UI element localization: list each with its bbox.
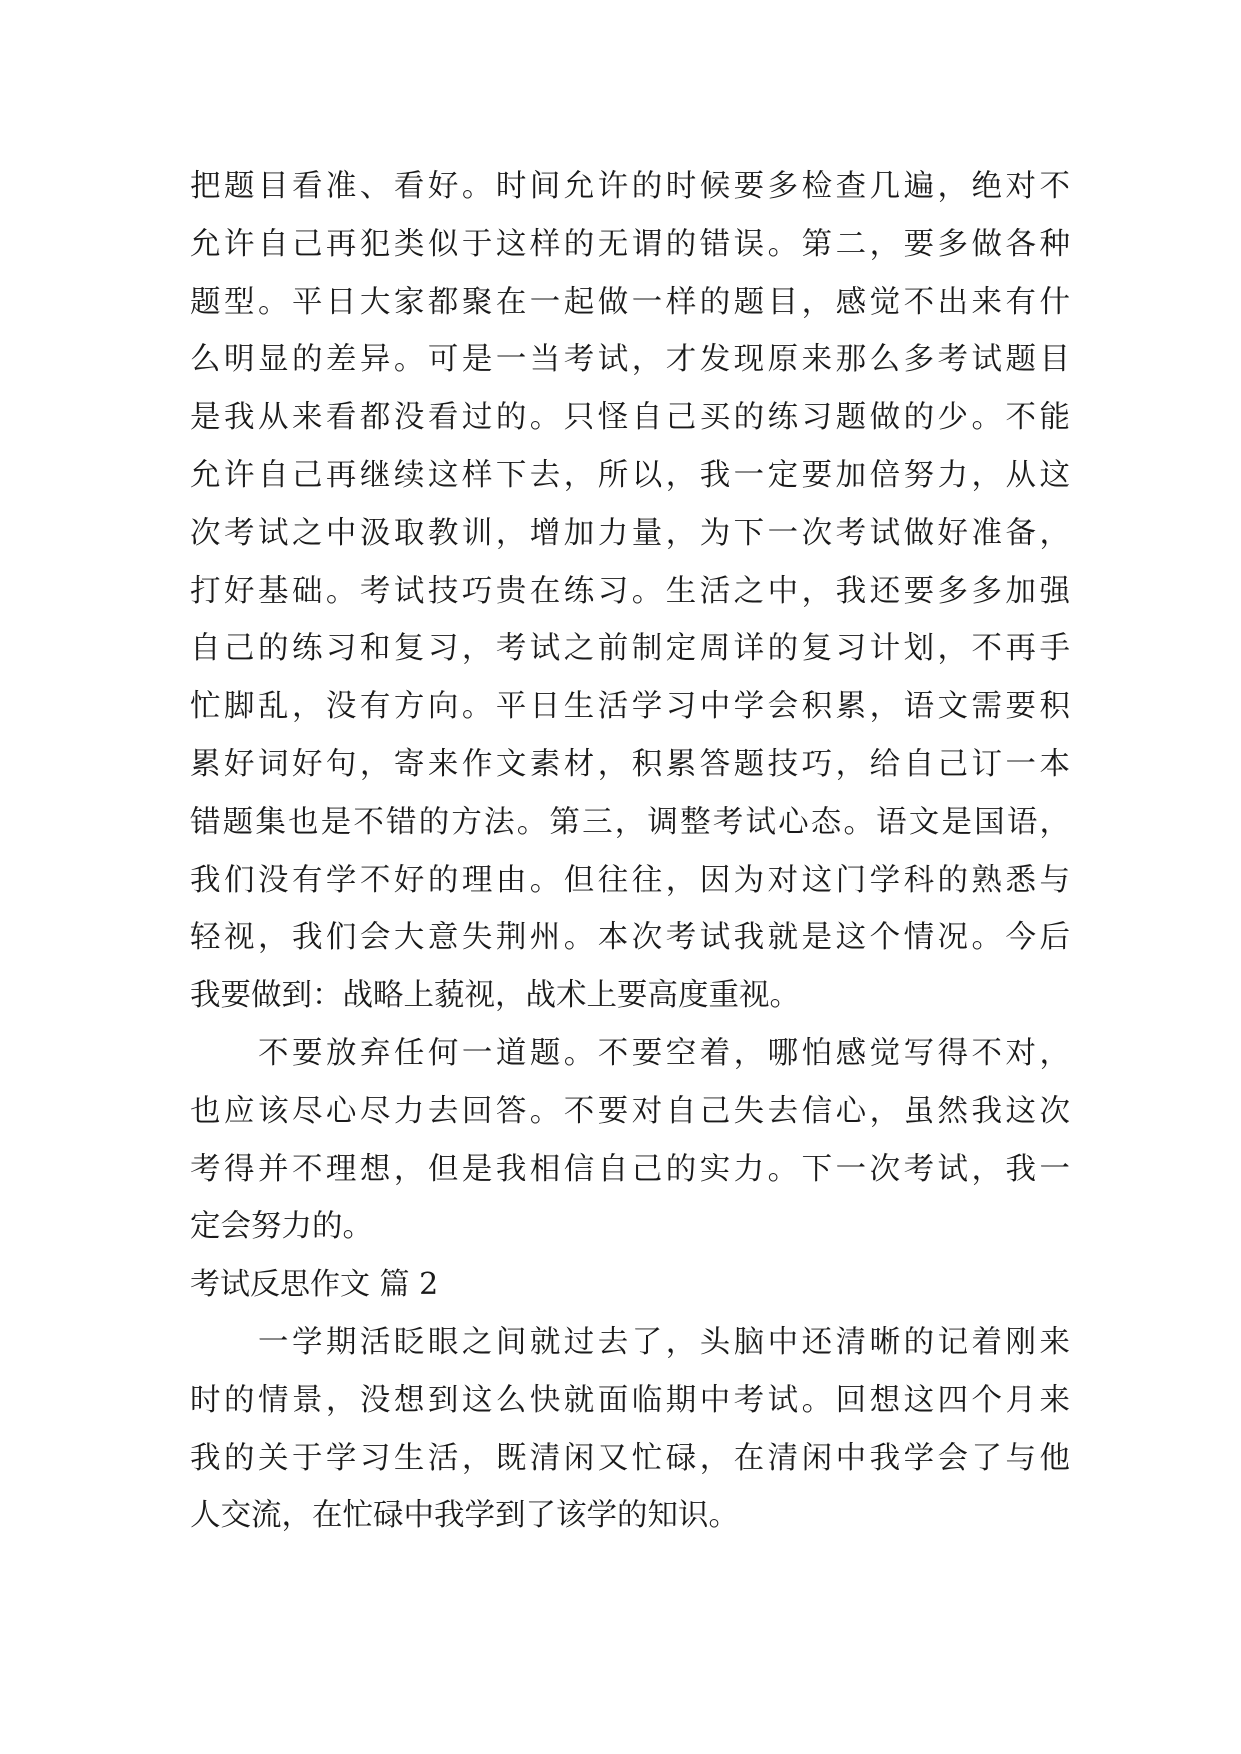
text-line: 时的情景，没想到这么快就面临期中考试。回想这四个月来 [190, 1382, 1070, 1418]
text-line: 错题集也是不错的方法。第三，调整考试心态。语文是国语， [190, 804, 1070, 840]
section-heading: 考试反思作文 篇 2 [190, 1267, 439, 1303]
text-line: 么明显的差异。可是一当考试，才发现原来那么多考试题目 [190, 342, 1070, 378]
text-line: 也应该尽心尽力去回答。不要对自己失去信心，虽然我这次 [190, 1093, 1070, 1129]
document-body [190, 158, 1070, 1545]
text-line: 打好基础。考试技巧贵在练习。生活之中，我还要多多加强 [190, 573, 1070, 609]
paragraph-2 [190, 1025, 1070, 1256]
text-line: 一学期活眨眼之间就过去了，头脑中还清晰的记着刚来 [258, 1324, 1070, 1360]
text-line: 不要放弃任何一道题。不要空着，哪怕感觉写得不对， [258, 1035, 1070, 1071]
text-line: 人交流，在忙碌中我学到了该学的知识。 [190, 1498, 739, 1534]
text-line: 我们没有学不好的理由。但往往，因为对这门学科的熟悉与 [190, 862, 1070, 898]
text-line: 定会努力的。 [190, 1209, 373, 1245]
text-line: 我的关于学习生活，既清闲又忙碌，在清闲中我学会了与他 [190, 1440, 1070, 1476]
text-line: 允许自己再犯类似于这样的无谓的错误。第二，要多做各种 [190, 226, 1070, 262]
text-line: 累好词好句，寄来作文素材，积累答题技巧，给自己订一本 [190, 746, 1070, 782]
text-line: 忙脚乱，没有方向。平日生活学习中学会积累，语文需要积 [190, 689, 1070, 725]
text-line: 次考试之中汲取教训，增加力量，为下一次考试做好准备， [190, 515, 1070, 551]
text-line: 自己的练习和复习，考试之前制定周详的复习计划，不再手 [190, 631, 1070, 667]
text-line: 允许自己再继续这样下去，所以，我一定要加倍努力，从这 [190, 457, 1070, 493]
text-line: 题型。平日大家都聚在一起做一样的题目，感觉不出来有什 [190, 284, 1070, 320]
paragraph-3 [190, 1314, 1070, 1545]
paragraph-1 [190, 158, 1070, 1025]
text-line: 考得并不理想，但是我相信自己的实力。下一次考试，我一 [190, 1151, 1070, 1187]
text-line: 把题目看准、看好。时间允许的时候要多检查几遍，绝对不 [190, 169, 1070, 204]
text-line: 是我从来看都没看过的。只怪自己买的练习题做的少。不能 [190, 400, 1070, 436]
text-line: 轻视，我们会大意失荆州。本次考试我就是这个情况。今后 [190, 920, 1070, 956]
text-line: 我要做到：战略上藐视，战术上要高度重视。 [190, 978, 800, 1014]
